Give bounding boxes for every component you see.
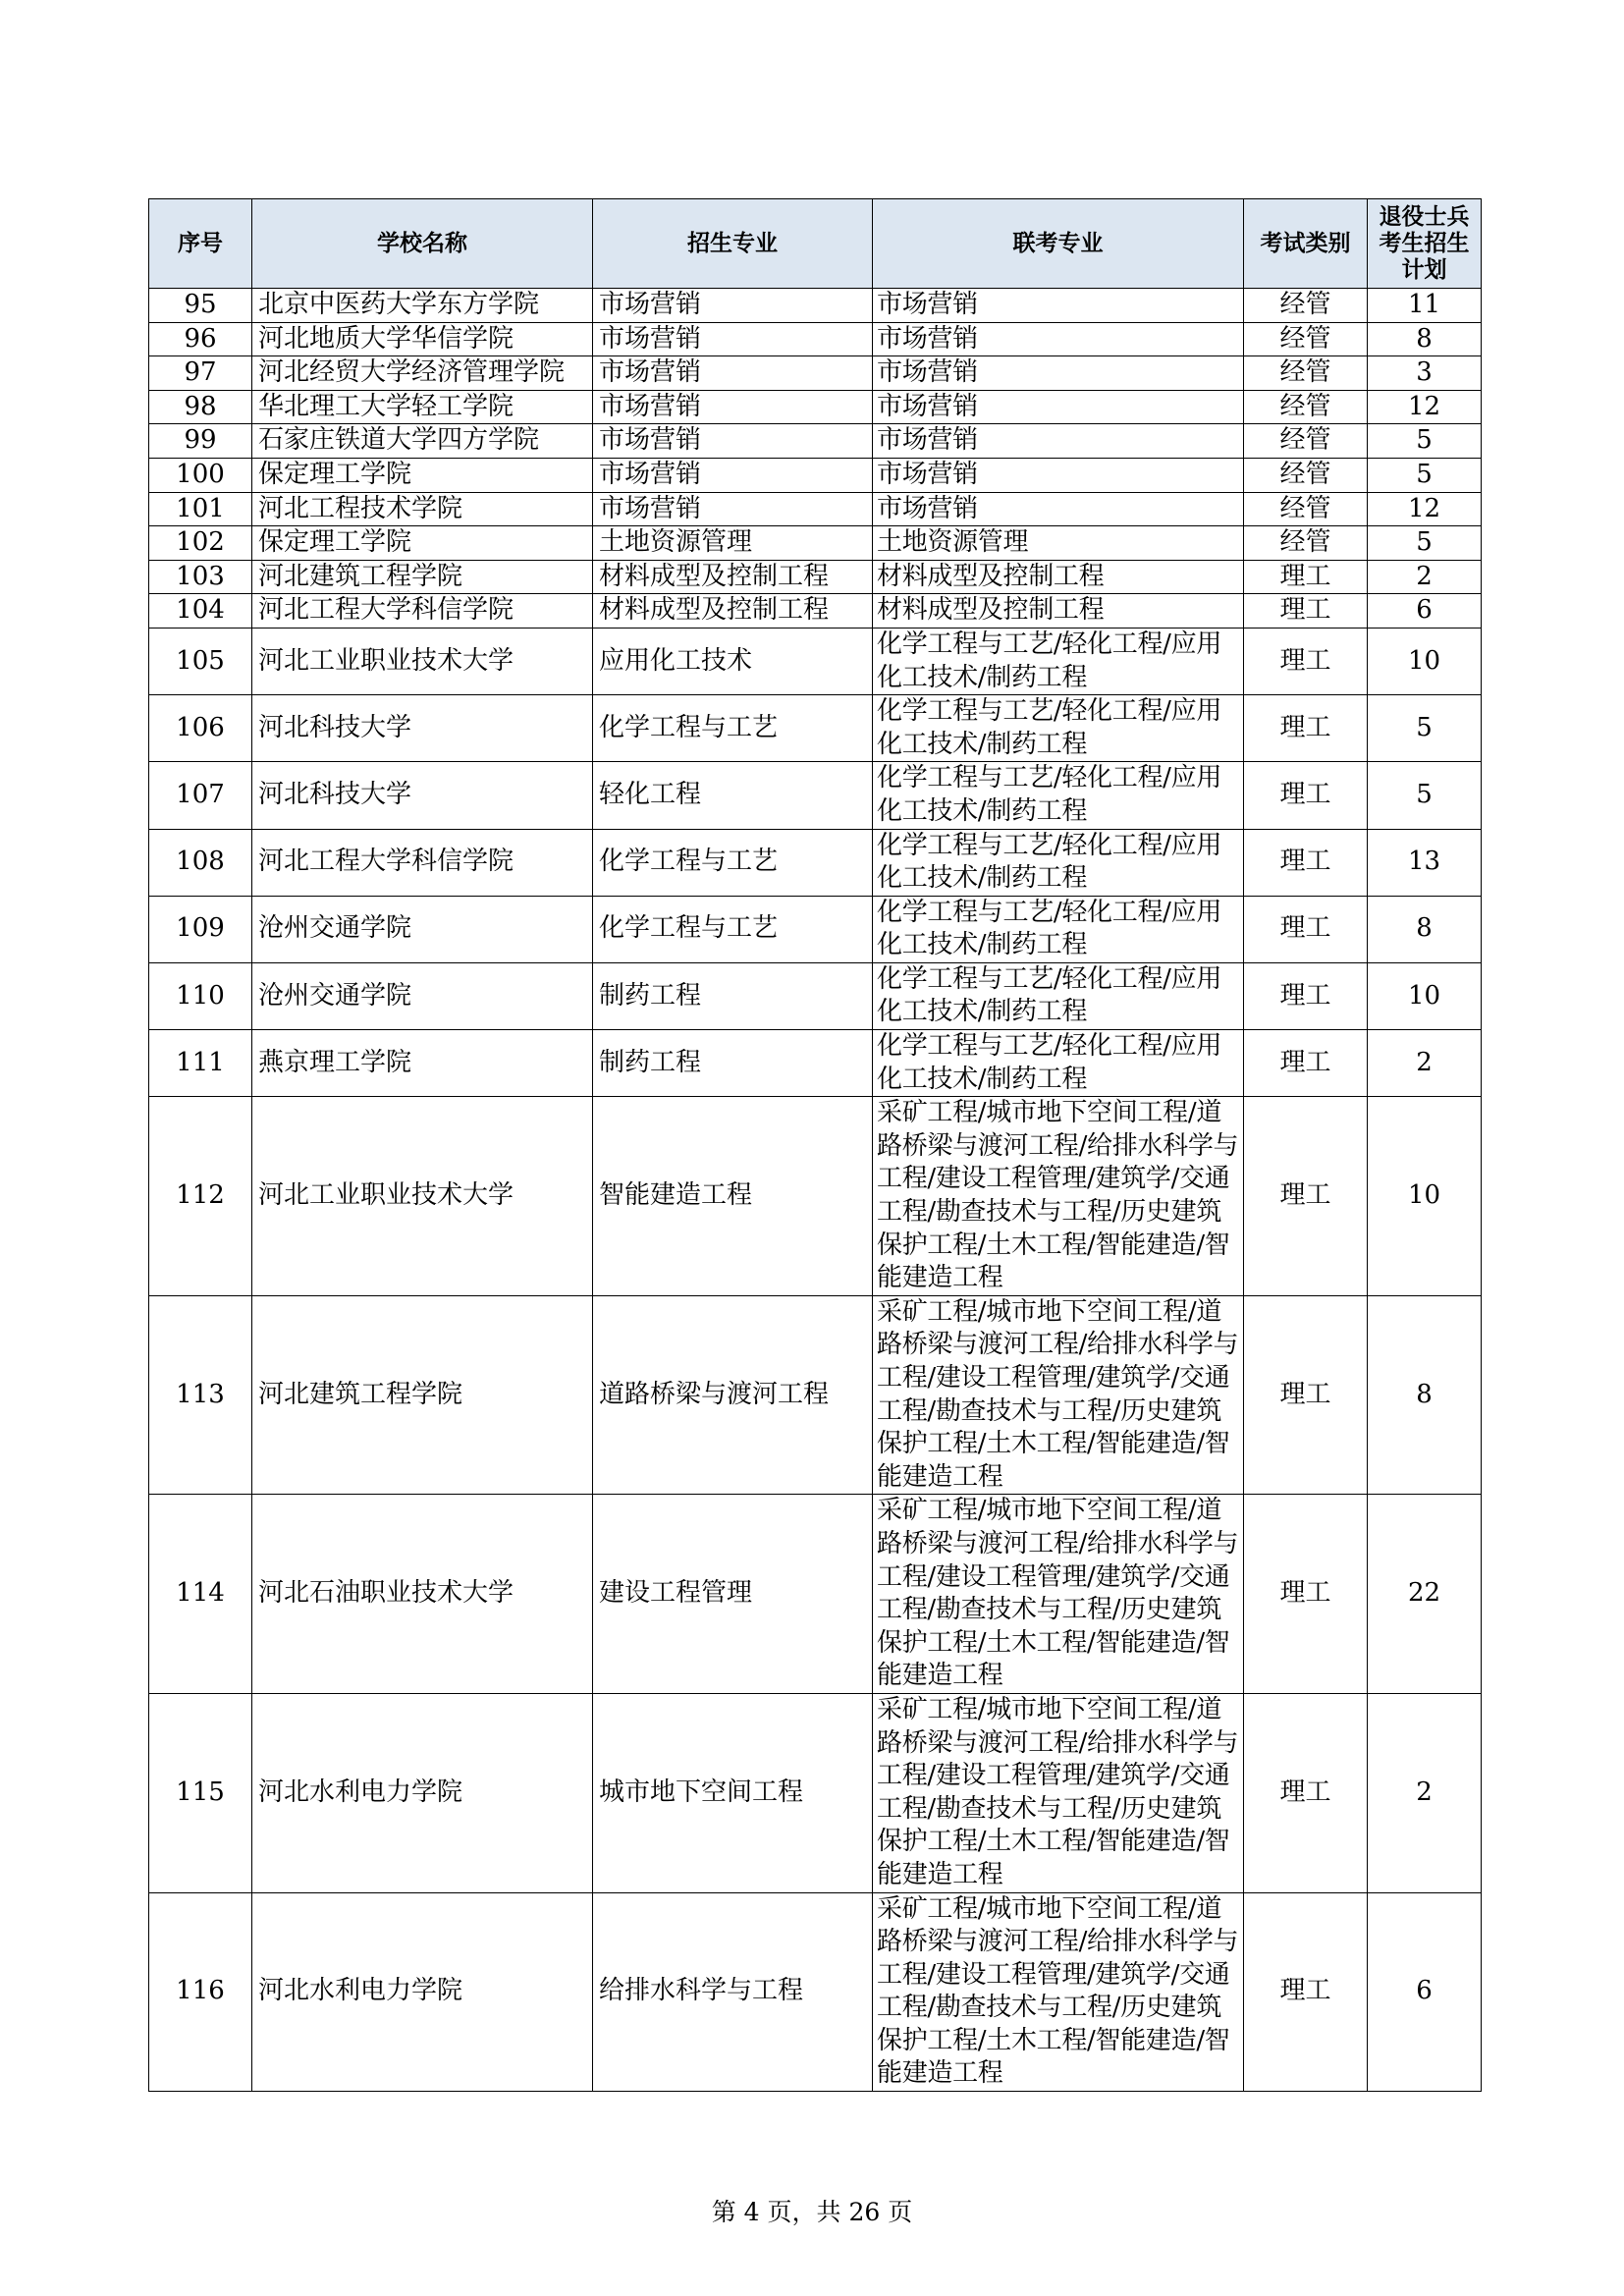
- table-row: [149, 594, 1482, 629]
- cell-veteran-plan: 12: [1368, 390, 1482, 424]
- cell-seq: 116: [149, 1892, 252, 2092]
- cell-veteran-plan: 10: [1368, 628, 1482, 694]
- cell-joint-exam-major: 化学工程与工艺/轻化工程/应用化工技术/制药工程: [873, 829, 1244, 896]
- cell-school-name: 河北建筑工程学院: [252, 560, 593, 594]
- cell-school-name: 河北水利电力学院: [252, 1693, 593, 1892]
- cell-school-name: 河北科技大学: [252, 762, 593, 829]
- table-row: [149, 390, 1482, 424]
- cell-veteran-plan: 2: [1368, 1030, 1482, 1097]
- cell-enrollment-major: 制药工程: [593, 962, 873, 1029]
- header-veteran-plan-line-3: 计划: [1401, 256, 1447, 283]
- cell-seq: 103: [149, 560, 252, 594]
- cell-seq: 111: [149, 1030, 252, 1097]
- cell-school-name: 石家庄铁道大学四方学院: [252, 424, 593, 459]
- table-row: [149, 458, 1482, 492]
- table-row: [149, 1097, 1482, 1296]
- cell-exam-category: 经管: [1244, 526, 1368, 561]
- cell-enrollment-major: 智能建造工程: [593, 1097, 873, 1296]
- cell-joint-exam-major: 市场营销: [873, 492, 1244, 526]
- cell-exam-category: 理工: [1244, 560, 1368, 594]
- cell-school-name: 保定理工学院: [252, 526, 593, 561]
- table-body: [149, 289, 1482, 2092]
- table-row: [149, 628, 1482, 694]
- cell-school-name: 华北理工大学轻工学院: [252, 390, 593, 424]
- cell-seq: 104: [149, 594, 252, 629]
- cell-exam-category: 理工: [1244, 1693, 1368, 1892]
- cell-joint-exam-major: 化学工程与工艺/轻化工程/应用化工技术/制药工程: [873, 695, 1244, 762]
- table-row: [149, 762, 1482, 829]
- cell-exam-category: 理工: [1244, 628, 1368, 694]
- table-row: [149, 896, 1482, 962]
- table-row: [149, 492, 1482, 526]
- cell-exam-category: 经管: [1244, 458, 1368, 492]
- cell-enrollment-major: 材料成型及控制工程: [593, 560, 873, 594]
- cell-joint-exam-major: 采矿工程/城市地下空间工程/道路桥梁与渡河工程/给排水科学与工程/建设工程管理/建筑学/交通工程/勘查技术与工程/历史建筑保护工程/土木工程/智能建造/智能建造工程: [873, 1693, 1244, 1892]
- cell-joint-exam-major: 化学工程与工艺/轻化工程/应用化工技术/制药工程: [873, 1030, 1244, 1097]
- cell-enrollment-major: 建设工程管理: [593, 1495, 873, 1694]
- cell-joint-exam-major: 化学工程与工艺/轻化工程/应用化工技术/制药工程: [873, 962, 1244, 1029]
- header-school-name: 学校名称: [252, 199, 593, 289]
- table-row: [149, 526, 1482, 561]
- cell-veteran-plan: 3: [1368, 356, 1482, 391]
- cell-joint-exam-major: 化学工程与工艺/轻化工程/应用化工技术/制药工程: [873, 628, 1244, 694]
- cell-veteran-plan: 5: [1368, 526, 1482, 561]
- cell-joint-exam-major: 市场营销: [873, 458, 1244, 492]
- cell-seq: 110: [149, 962, 252, 1029]
- cell-seq: 98: [149, 390, 252, 424]
- cell-exam-category: 理工: [1244, 1295, 1368, 1495]
- table-row: [149, 1892, 1482, 2092]
- cell-joint-exam-major: 市场营销: [873, 424, 1244, 459]
- cell-enrollment-major: 材料成型及控制工程: [593, 594, 873, 629]
- cell-enrollment-major: 化学工程与工艺: [593, 829, 873, 896]
- cell-exam-category: 经管: [1244, 424, 1368, 459]
- cell-school-name: 保定理工学院: [252, 458, 593, 492]
- cell-enrollment-major: 市场营销: [593, 322, 873, 356]
- cell-veteran-plan: 5: [1368, 424, 1482, 459]
- cell-school-name: 河北工程大学科信学院: [252, 594, 593, 629]
- cell-veteran-plan: 13: [1368, 829, 1482, 896]
- cell-seq: 105: [149, 628, 252, 694]
- cell-exam-category: 理工: [1244, 1495, 1368, 1694]
- cell-enrollment-major: 市场营销: [593, 492, 873, 526]
- cell-school-name: 河北水利电力学院: [252, 1892, 593, 2092]
- cell-school-name: 沧州交通学院: [252, 896, 593, 962]
- cell-seq: 114: [149, 1495, 252, 1694]
- cell-seq: 106: [149, 695, 252, 762]
- table-row: [149, 356, 1482, 391]
- cell-veteran-plan: 6: [1368, 594, 1482, 629]
- cell-enrollment-major: 市场营销: [593, 289, 873, 323]
- cell-joint-exam-major: 市场营销: [873, 322, 1244, 356]
- cell-exam-category: 理工: [1244, 594, 1368, 629]
- header-joint-exam-major: 联考专业: [873, 199, 1244, 289]
- table-header-row: [149, 199, 1482, 289]
- table-row: [149, 424, 1482, 459]
- cell-joint-exam-major: 采矿工程/城市地下空间工程/道路桥梁与渡河工程/给排水科学与工程/建设工程管理/建筑学/交通工程/勘查技术与工程/历史建筑保护工程/土木工程/智能建造/智能建造工程: [873, 1495, 1244, 1694]
- cell-veteran-plan: 2: [1368, 560, 1482, 594]
- cell-veteran-plan: 12: [1368, 492, 1482, 526]
- cell-school-name: 河北工程技术学院: [252, 492, 593, 526]
- cell-enrollment-major: 市场营销: [593, 356, 873, 391]
- cell-veteran-plan: 22: [1368, 1495, 1482, 1694]
- cell-veteran-plan: 10: [1368, 1097, 1482, 1296]
- cell-enrollment-major: 市场营销: [593, 390, 873, 424]
- cell-exam-category: 经管: [1244, 322, 1368, 356]
- cell-seq: 99: [149, 424, 252, 459]
- table-row: [149, 962, 1482, 1029]
- cell-school-name: 河北工业职业技术大学: [252, 1097, 593, 1296]
- cell-enrollment-major: 城市地下空间工程: [593, 1693, 873, 1892]
- cell-seq: 102: [149, 526, 252, 561]
- table-row: [149, 1295, 1482, 1495]
- cell-school-name: 燕京理工学院: [252, 1030, 593, 1097]
- cell-joint-exam-major: 材料成型及控制工程: [873, 560, 1244, 594]
- cell-enrollment-major: 市场营销: [593, 424, 873, 459]
- cell-joint-exam-major: 土地资源管理: [873, 526, 1244, 561]
- cell-seq: 97: [149, 356, 252, 391]
- enrollment-plan-table: [148, 198, 1482, 2092]
- table-row: [149, 1030, 1482, 1097]
- cell-joint-exam-major: 市场营销: [873, 289, 1244, 323]
- cell-exam-category: 理工: [1244, 1030, 1368, 1097]
- cell-exam-category: 理工: [1244, 1097, 1368, 1296]
- cell-exam-category: 理工: [1244, 962, 1368, 1029]
- cell-veteran-plan: 10: [1368, 962, 1482, 1029]
- header-exam-category: 考试类别: [1244, 199, 1368, 289]
- cell-school-name: 河北建筑工程学院: [252, 1295, 593, 1495]
- cell-exam-category: 经管: [1244, 390, 1368, 424]
- cell-veteran-plan: 5: [1368, 458, 1482, 492]
- cell-enrollment-major: 制药工程: [593, 1030, 873, 1097]
- cell-seq: 109: [149, 896, 252, 962]
- header-veteran-plan: [1368, 199, 1482, 289]
- cell-enrollment-major: 市场营销: [593, 458, 873, 492]
- cell-joint-exam-major: 采矿工程/城市地下空间工程/道路桥梁与渡河工程/给排水科学与工程/建设工程管理/建筑学/交通工程/勘查技术与工程/历史建筑保护工程/土木工程/智能建造/智能建造工程: [873, 1295, 1244, 1495]
- cell-veteran-plan: 6: [1368, 1892, 1482, 2092]
- table-row: [149, 560, 1482, 594]
- table-row: [149, 1495, 1482, 1694]
- cell-school-name: 河北工业职业技术大学: [252, 628, 593, 694]
- cell-seq: 96: [149, 322, 252, 356]
- cell-school-name: 沧州交通学院: [252, 962, 593, 1029]
- cell-veteran-plan: 5: [1368, 695, 1482, 762]
- cell-veteran-plan: 5: [1368, 762, 1482, 829]
- header-seq: 序号: [149, 199, 252, 289]
- cell-joint-exam-major: 采矿工程/城市地下空间工程/道路桥梁与渡河工程/给排水科学与工程/建设工程管理/建筑学/交通工程/勘查技术与工程/历史建筑保护工程/土木工程/智能建造/智能建造工程: [873, 1097, 1244, 1296]
- table-row: [149, 289, 1482, 323]
- table-row: [149, 322, 1482, 356]
- cell-seq: 112: [149, 1097, 252, 1296]
- cell-enrollment-major: 化学工程与工艺: [593, 695, 873, 762]
- cell-exam-category: 理工: [1244, 1892, 1368, 2092]
- cell-school-name: 河北地质大学华信学院: [252, 322, 593, 356]
- cell-exam-category: 理工: [1244, 695, 1368, 762]
- cell-school-name: 河北经贸大学经济管理学院: [252, 356, 593, 391]
- cell-exam-category: 经管: [1244, 289, 1368, 323]
- cell-seq: 107: [149, 762, 252, 829]
- cell-joint-exam-major: 采矿工程/城市地下空间工程/道路桥梁与渡河工程/给排水科学与工程/建设工程管理/建筑学/交通工程/勘查技术与工程/历史建筑保护工程/土木工程/智能建造/智能建造工程: [873, 1892, 1244, 2092]
- cell-veteran-plan: 8: [1368, 322, 1482, 356]
- cell-veteran-plan: 8: [1368, 896, 1482, 962]
- header-veteran-plan-line-1: 退役士兵: [1379, 203, 1470, 230]
- enrollment-table-container: [148, 198, 1481, 2092]
- cell-exam-category: 理工: [1244, 762, 1368, 829]
- page-footer: 第 4 页，共 26 页: [711, 2198, 913, 2226]
- table-row: [149, 829, 1482, 896]
- cell-seq: 95: [149, 289, 252, 323]
- cell-seq: 113: [149, 1295, 252, 1495]
- header-veteran-plan-line-2: 考生招生: [1379, 230, 1470, 256]
- cell-joint-exam-major: 材料成型及控制工程: [873, 594, 1244, 629]
- cell-exam-category: 理工: [1244, 896, 1368, 962]
- cell-veteran-plan: 2: [1368, 1693, 1482, 1892]
- cell-seq: 115: [149, 1693, 252, 1892]
- cell-exam-category: 经管: [1244, 492, 1368, 526]
- cell-joint-exam-major: 市场营销: [873, 390, 1244, 424]
- cell-enrollment-major: 道路桥梁与渡河工程: [593, 1295, 873, 1495]
- cell-enrollment-major: 土地资源管理: [593, 526, 873, 561]
- cell-veteran-plan: 11: [1368, 289, 1482, 323]
- cell-seq: 101: [149, 492, 252, 526]
- cell-enrollment-major: 化学工程与工艺: [593, 896, 873, 962]
- cell-school-name: 河北科技大学: [252, 695, 593, 762]
- cell-school-name: 北京中医药大学东方学院: [252, 289, 593, 323]
- cell-enrollment-major: 给排水科学与工程: [593, 1892, 873, 2092]
- cell-enrollment-major: 应用化工技术: [593, 628, 873, 694]
- table-row: [149, 1693, 1482, 1892]
- header-enrollment-major: 招生专业: [593, 199, 873, 289]
- cell-joint-exam-major: 化学工程与工艺/轻化工程/应用化工技术/制药工程: [873, 896, 1244, 962]
- cell-seq: 108: [149, 829, 252, 896]
- cell-veteran-plan: 8: [1368, 1295, 1482, 1495]
- cell-exam-category: 理工: [1244, 829, 1368, 896]
- cell-enrollment-major: 轻化工程: [593, 762, 873, 829]
- cell-joint-exam-major: 市场营销: [873, 356, 1244, 391]
- cell-seq: 100: [149, 458, 252, 492]
- table-row: [149, 695, 1482, 762]
- cell-school-name: 河北石油职业技术大学: [252, 1495, 593, 1694]
- cell-exam-category: 经管: [1244, 356, 1368, 391]
- cell-joint-exam-major: 化学工程与工艺/轻化工程/应用化工技术/制药工程: [873, 762, 1244, 829]
- cell-school-name: 河北工程大学科信学院: [252, 829, 593, 896]
